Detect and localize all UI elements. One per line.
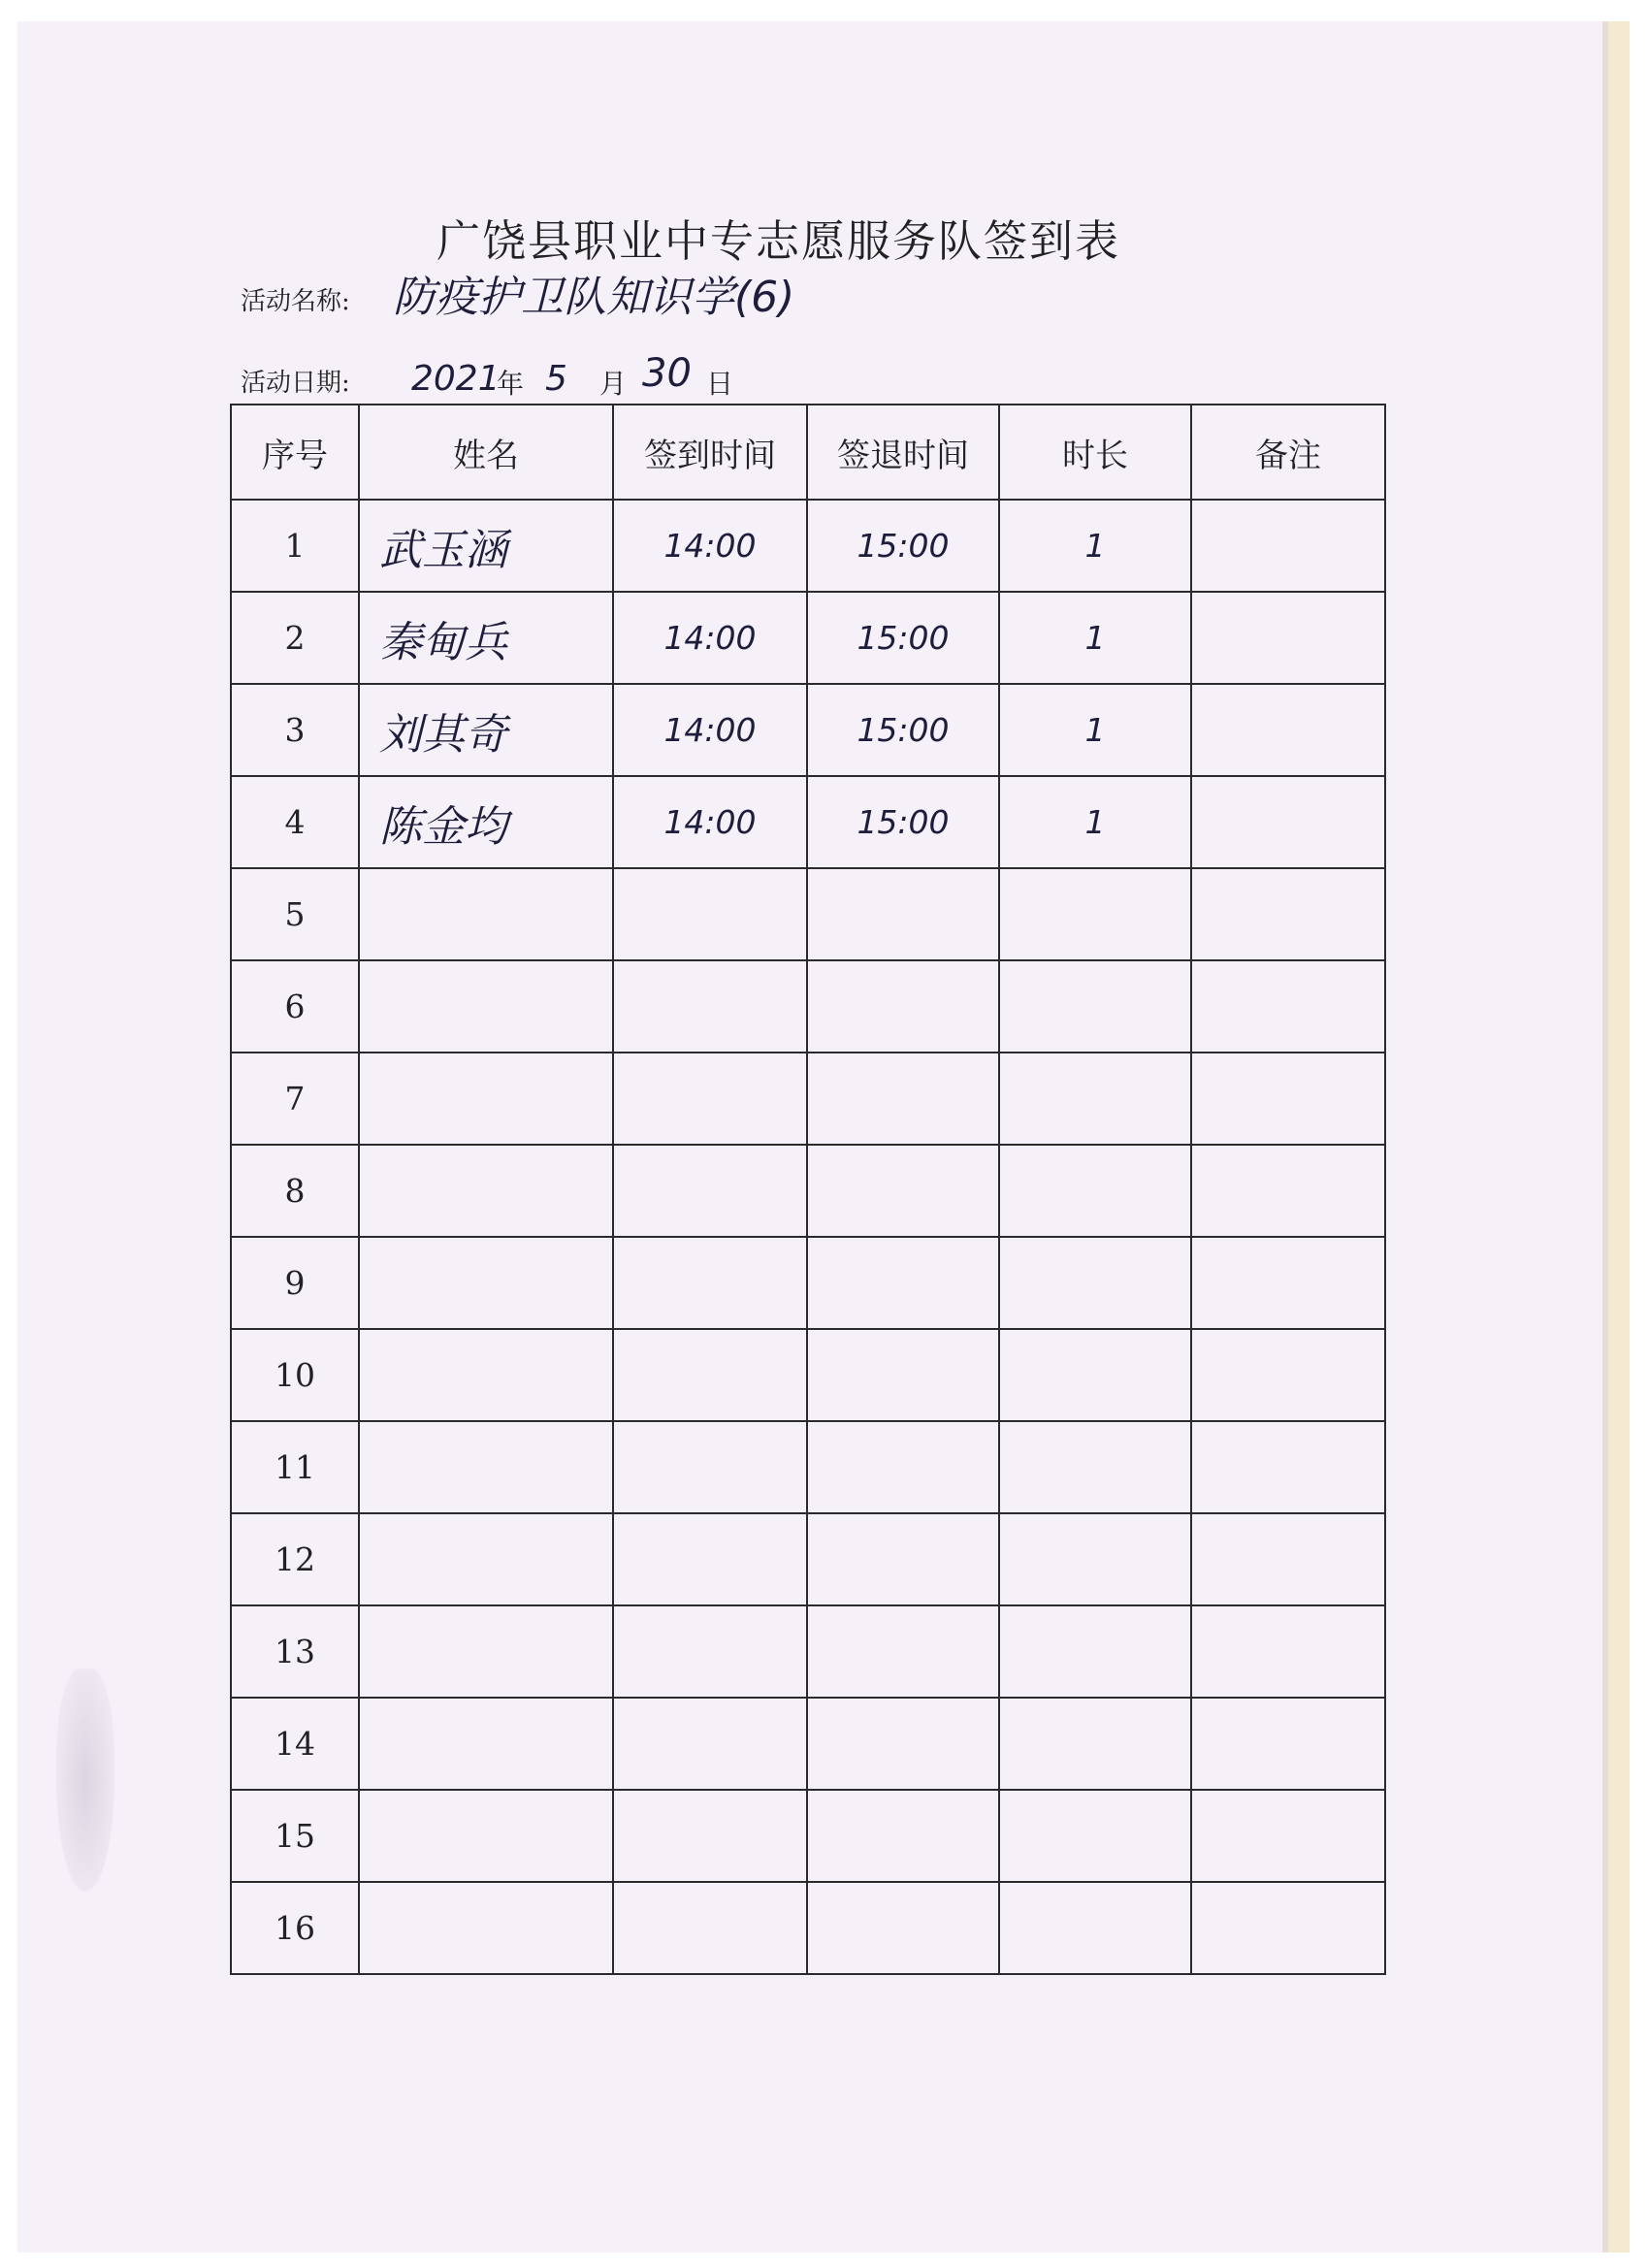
row-sign-out [807,1329,999,1421]
row-duration: 1 [999,592,1191,684]
row-note [1191,868,1385,960]
activity-name-label: 活动名称: [241,287,350,316]
row-sign-in: 14:00 [613,500,807,592]
header-duration: 时长 [999,405,1191,500]
table-row [231,684,1385,776]
row-sign-out [807,1605,999,1698]
row-name [359,1421,613,1513]
table-row [231,960,1385,1053]
row-duration [999,1513,1191,1605]
row-note [1191,776,1385,868]
table-row [231,500,1385,592]
row-index: 2 [231,592,359,684]
row-sign-in: 14:00 [613,684,807,776]
row-index: 8 [231,1145,359,1237]
row-name: 陈金均 [359,776,613,868]
row-note [1191,1790,1385,1882]
header-sign-in-time: 签到时间 [613,405,807,500]
row-sign-in: 14:00 [613,776,807,868]
header-sign-out-time: 签退时间 [807,405,999,500]
row-note [1191,1329,1385,1421]
row-sign-out [807,1421,999,1513]
row-sign-out [807,868,999,960]
activity-date-label: 活动日期: [241,369,350,398]
row-sign-in [613,1421,807,1513]
row-sign-in [613,1145,807,1237]
row-sign-in [613,1513,807,1605]
row-sign-out [807,1698,999,1790]
date-month-unit: 月 [599,368,628,400]
table-row [231,1053,1385,1145]
row-name [359,1053,613,1145]
table-row [231,868,1385,960]
table-row [231,1237,1385,1329]
row-index: 3 [231,684,359,776]
activity-name-value: 防疫护卫队知识学(6) [393,273,795,322]
row-duration: 1 [999,500,1191,592]
row-index: 14 [231,1698,359,1790]
row-sign-out [807,1790,999,1882]
table-row [231,1698,1385,1790]
row-duration [999,1053,1191,1145]
row-sign-in [613,1053,807,1145]
header-row [231,405,1385,500]
row-name [359,1237,613,1329]
row-name: 秦甸兵 [359,592,613,684]
row-sign-in [613,1605,807,1698]
date-day: 30 [642,351,692,396]
row-sign-out: 15:00 [807,776,999,868]
row-duration [999,1605,1191,1698]
row-index: 5 [231,868,359,960]
row-sign-out [807,1237,999,1329]
row-note [1191,1882,1385,1974]
row-index: 9 [231,1237,359,1329]
row-index: 12 [231,1513,359,1605]
header-index: 序号 [231,405,359,500]
row-index: 4 [231,776,359,868]
row-duration [999,1421,1191,1513]
row-duration [999,960,1191,1053]
row-name [359,1605,613,1698]
row-index: 6 [231,960,359,1053]
table-row [231,1421,1385,1513]
row-note [1191,1605,1385,1698]
row-name [359,960,613,1053]
row-sign-in [613,1237,807,1329]
row-sign-in [613,1790,807,1882]
row-sign-in: 14:00 [613,592,807,684]
row-note [1191,684,1385,776]
paper-edge [1608,21,1630,2252]
row-sign-in [613,1698,807,1790]
row-duration [999,868,1191,960]
row-name [359,868,613,960]
row-name [359,1698,613,1790]
row-duration [999,1790,1191,1882]
row-index: 11 [231,1421,359,1513]
row-sign-out [807,1513,999,1605]
row-note [1191,1145,1385,1237]
header-remarks: 备注 [1191,405,1385,500]
row-sign-out: 15:00 [807,500,999,592]
table-row [231,1513,1385,1605]
paper-smudge [56,1669,114,1892]
row-note [1191,1421,1385,1513]
row-duration [999,1698,1191,1790]
form-title: 广饶县职业中专志愿服务队签到表 [436,215,1121,267]
header-name: 姓名 [359,405,613,500]
row-duration [999,1882,1191,1974]
table-row [231,1790,1385,1882]
date-day-unit: 日 [706,368,734,400]
table-row [231,1329,1385,1421]
row-sign-out: 15:00 [807,684,999,776]
table-row [231,1605,1385,1698]
table-row [231,1145,1385,1237]
row-index: 15 [231,1790,359,1882]
row-sign-out: 15:00 [807,592,999,684]
row-index: 16 [231,1882,359,1974]
row-note [1191,1053,1385,1145]
row-note [1191,1698,1385,1790]
date-year: 2021 [411,359,501,399]
row-sign-out [807,1145,999,1237]
row-duration [999,1329,1191,1421]
row-duration [999,1237,1191,1329]
row-sign-in [613,1329,807,1421]
row-name [359,1790,613,1882]
row-sign-out [807,960,999,1053]
row-duration: 1 [999,776,1191,868]
row-duration: 1 [999,684,1191,776]
row-sign-in [613,868,807,960]
row-name [359,1145,613,1237]
row-sign-out [807,1882,999,1974]
table-row [231,776,1385,868]
row-note [1191,960,1385,1053]
row-sign-in [613,1882,807,1974]
row-sign-in [613,960,807,1053]
date-year-unit: 年 [497,368,525,400]
date-month: 5 [545,359,567,399]
row-name: 刘其奇 [359,684,613,776]
row-index: 7 [231,1053,359,1145]
row-note [1191,1513,1385,1605]
row-note [1191,592,1385,684]
row-name: 武玉涵 [359,500,613,592]
table-row [231,1882,1385,1974]
row-name [359,1882,613,1974]
row-index: 1 [231,500,359,592]
signin-table [230,404,1386,1975]
table-row [231,592,1385,684]
row-duration [999,1145,1191,1237]
row-index: 13 [231,1605,359,1698]
row-name [359,1513,613,1605]
row-note [1191,1237,1385,1329]
row-note [1191,500,1385,592]
row-sign-out [807,1053,999,1145]
row-name [359,1329,613,1421]
row-index: 10 [231,1329,359,1421]
